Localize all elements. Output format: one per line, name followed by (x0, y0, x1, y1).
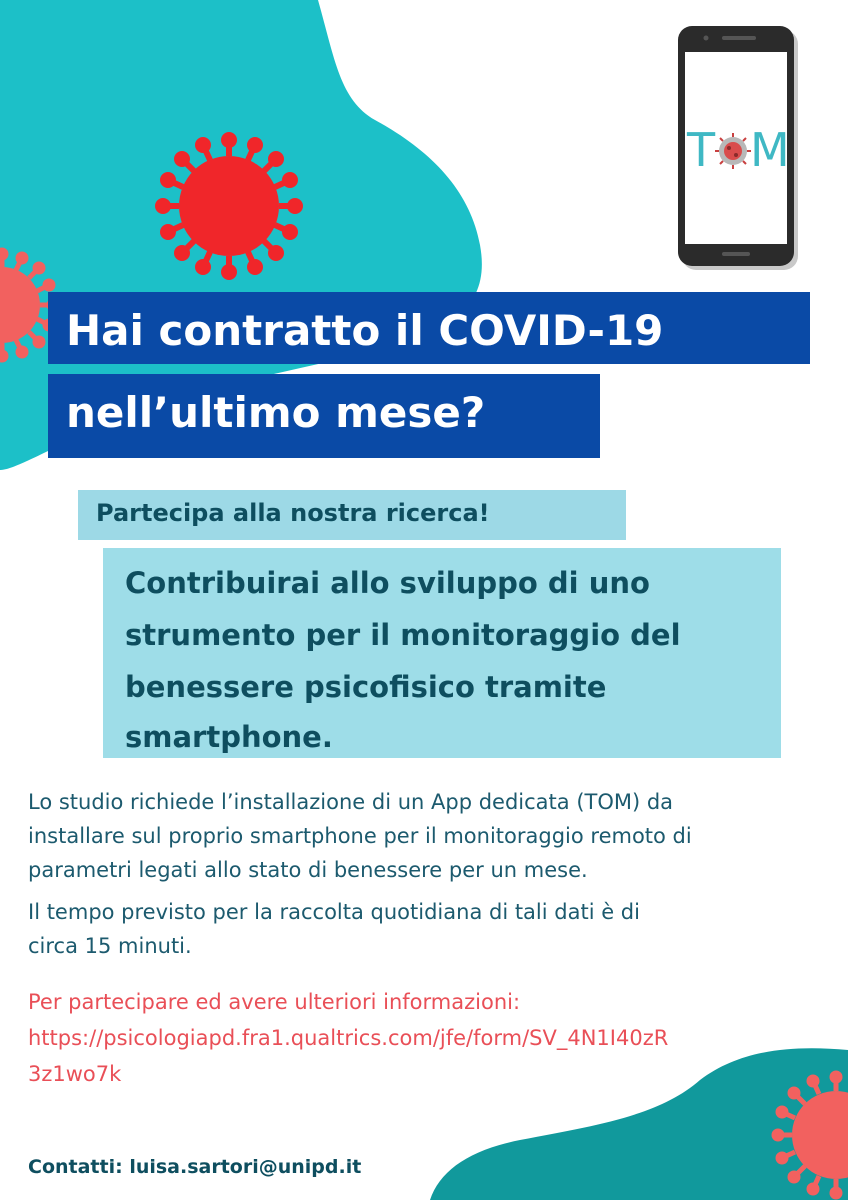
phone-icon (676, 26, 802, 272)
body-line-2: installare sul proprio smartphone per il monitoraggio remoto di (28, 824, 692, 848)
headline (48, 292, 810, 458)
contribution-line-4: smartphone. (125, 720, 333, 754)
tom-logo-virus-o (715, 133, 751, 169)
body-line-1: Lo studio richiede l’installazione di un App dedicata (TOM) da (28, 790, 674, 814)
virus-icon-large (158, 135, 300, 277)
body-line-3: parametri legati allo stato di benessere per un mese. (28, 858, 588, 882)
contribution-line-2: strumento per il monitoraggio del (125, 618, 681, 652)
tom-logo-t: T (687, 123, 716, 177)
contribution-line-3: benessere psicofisico tramite (125, 670, 607, 704)
contact-email[interactable]: Contatti: luisa.sartori@unipd.it (28, 1156, 362, 1178)
headline-line-1: Hai contratto il COVID-19 (66, 306, 664, 355)
contribution-line-1: Contribuirai allo sviluppo di uno (125, 566, 650, 600)
info-label: Per partecipare ed avere ulteriori informazioni: (28, 990, 521, 1014)
body-line-4: Il tempo previsto per la raccolta quotidiana di tali dati è di (28, 900, 640, 924)
cta-box (78, 490, 626, 540)
info-url-line-1[interactable]: https://psicologiapd.fra1.qualtrics.com/jfe/form/SV_4N1I40zR (28, 1026, 669, 1050)
headline-line-2: nell’ultimo mese? (66, 388, 486, 437)
teal-blob-bottom (430, 1048, 848, 1200)
cta-text: Partecipa alla nostra ricerca! (96, 499, 490, 527)
contribution-box (103, 548, 781, 758)
tom-logo-m: M (750, 123, 790, 177)
body-line-5: circa 15 minuti. (28, 934, 192, 958)
info-url-line-2[interactable]: 3z1wo7k (28, 1062, 122, 1086)
